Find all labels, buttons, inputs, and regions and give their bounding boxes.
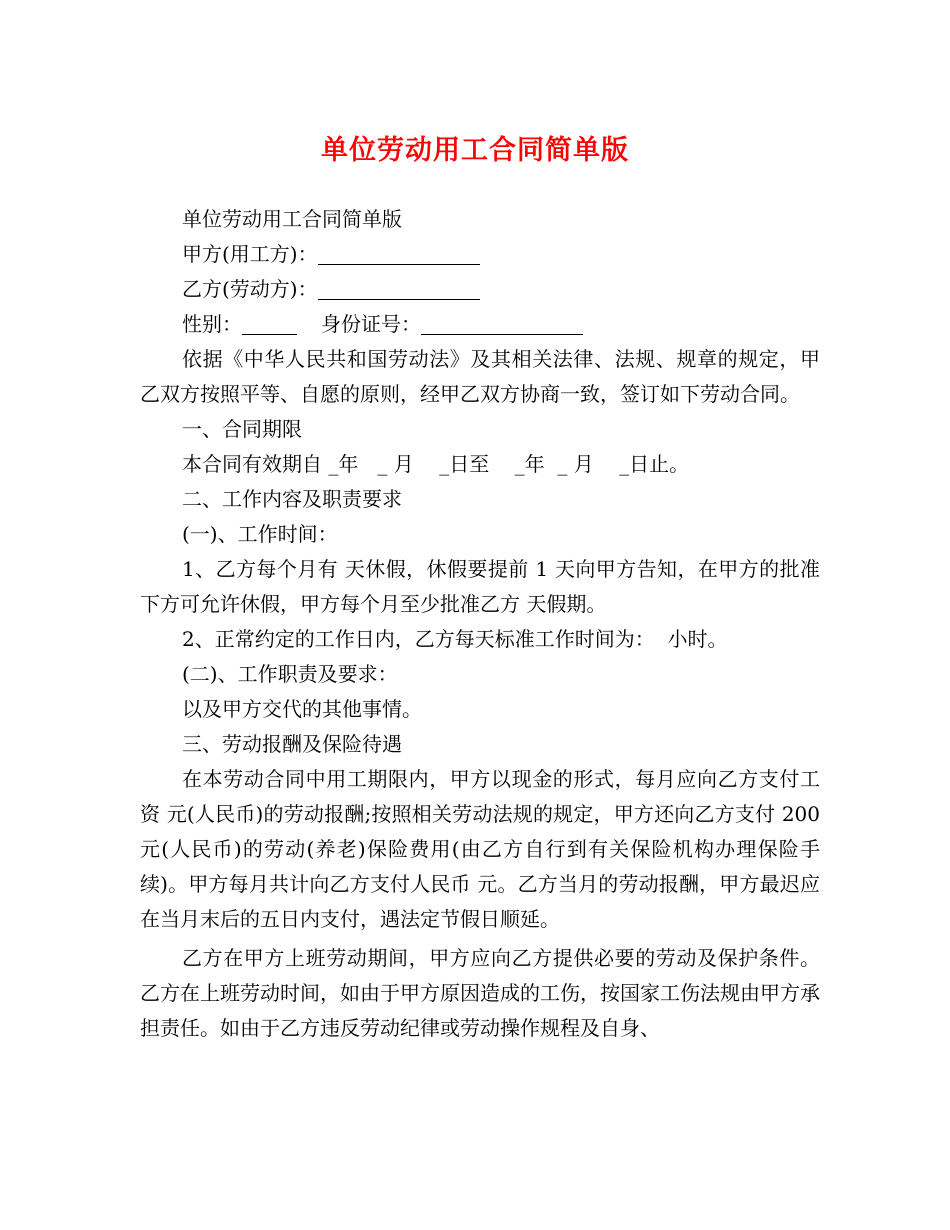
- party-b-blank: [318, 275, 480, 300]
- gender-blank: [242, 310, 297, 335]
- section2-heading: 二、工作内容及职责要求: [182, 487, 402, 511]
- contract-term-line: 本合同有效期自 _年 _ 月 _日至 _年 _ 月 _日止。: [182, 452, 690, 476]
- work-time-clause-2: 2、正常约定的工作日内，乙方每天标准工作时间为： 小时。: [182, 627, 728, 651]
- gender-label: 性别：: [182, 312, 242, 336]
- party-a-blank: [318, 240, 480, 265]
- id-blank: [421, 310, 583, 335]
- party-a-line: [140, 237, 820, 272]
- pay-paragraph: 在本劳动合同中用工期限内，甲方以现金的形式，每月应向乙方支付工资 元(人民币)的劳动报酬;按照相关劳动法规的规定，甲方还向乙方支付 200 元(人民币)的劳动(养老)保险费用(由乙方自行到有关保险机构办理保险手续)。甲方每月共计向乙方支付人民币 元。乙方当月的劳动报酬，甲方最迟应在当月末后的五日内支付，遇法定节假日顺延。: [140, 767, 820, 931]
- subtitle-line: 单位劳动用工合同简单版: [182, 207, 402, 231]
- section3-heading: 三、劳动报酬及保险待遇: [182, 732, 402, 756]
- protection-paragraph: 乙方在甲方上班劳动期间，甲方应向乙方提供必要的劳动及保护条件。乙方在上班劳动时间，如由于甲方原因造成的工伤，按国家工伤法规由甲方承担责任。如由于乙方违反劳动纪律或劳动操作规程及自身、: [140, 946, 820, 1040]
- party-b-label: 乙方(劳动方)：: [182, 277, 318, 301]
- intro-paragraph: 依据《中华人民共和国劳动法》及其相关法律、法规、规章的规定，甲乙双方按照平等、自愿的原则，经甲乙双方协商一致，签订如下劳动合同。: [140, 347, 820, 406]
- section1-heading: 一、合同期限: [182, 417, 302, 441]
- work-time-heading: (一)、工作时间：: [182, 522, 338, 546]
- party-a-label: 甲方(用工方)：: [182, 242, 318, 266]
- work-time-clause-1: 1、乙方每个月有 天休假，休假要提前 1 天向甲方告知，在甲方的批准下方可允许休假，甲方每个月至少批准乙方 天假期。: [140, 557, 820, 616]
- party-b-line: [140, 272, 820, 307]
- gender-id-line: [140, 307, 820, 342]
- id-label: 身份证号：: [321, 312, 421, 336]
- duties-text: 以及甲方交代的其他事情。: [182, 697, 422, 721]
- document-body: [140, 202, 820, 1046]
- document-title: 单位劳动用工合同简单版: [321, 135, 629, 166]
- duties-heading: (二)、工作职责及要求：: [182, 662, 398, 686]
